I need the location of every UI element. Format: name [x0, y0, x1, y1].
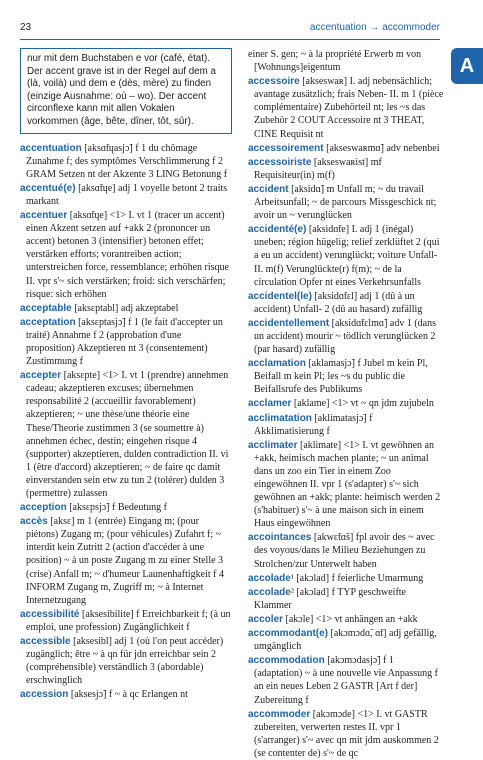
dictionary-entry: [20, 182, 232, 208]
dictionary-entry: [248, 708, 444, 760]
entry-headword: accepter: [20, 370, 62, 382]
entry-definition: [aklimate] <1> I. vt gewöhnen an +akk, heimisch machen plante; ~ un animal dans un zoo ein Tier in einem Zoo eingewöhnen II. vpr 1 (s'adapter) s'~ sich gewöhnen an +akk; plante: heimisch werden 2 (s'habituer) s'~ à une maison sich in einem Haus eingewöhnen: [254, 439, 441, 530]
entry-definition: [akɔmɔdɑ̃, ɑ̃t] adj gefällig, umgänglich: [254, 628, 437, 653]
entry-headword: acclimatation: [248, 412, 312, 424]
entry-definition: [akɔmɔdasjɔ̃] f 1 (adaptation) ~ à une nouvelle vie Anpassung f an ein neues Leben 2 GASTR [Art f der] Zubereitung f: [254, 655, 438, 706]
entry-definition: ² [akɔlad] f TYP geschweifte Klammer: [254, 586, 406, 611]
dictionary-entry: [248, 439, 444, 531]
left-entry-list: [20, 142, 232, 702]
entry-definition: [aksɛpsjɔ̃] f Bedeutung f: [66, 502, 167, 514]
dictionary-entry: [248, 586, 444, 612]
dictionary-entry: [248, 156, 444, 182]
entry-definition: [aksɑ̃tɥe] <1> I. vt 1 (tracer un accent) einen Akzent setzen auf +akk 2 (prononcer un accent) betonen 3 (intensifier) betonen effet; verstärken efforts; vorantreiben action; unterstreichen force, ressemblance; erhöhen risque II. vpr s'~ sich verstärken; froid: sich verschärfen; risque: sich erhöhen: [26, 210, 229, 300]
entry-definition: [akseswaʀist] mf Requisiteur(in) m(f): [254, 156, 382, 181]
dictionary-entry: [20, 302, 232, 315]
dictionary-entry: [248, 397, 444, 410]
entry-headword: acclamer: [248, 398, 292, 410]
dictionary-entry: [20, 635, 232, 687]
page-number: 23: [20, 22, 32, 33]
entry-headword: accident: [248, 183, 289, 195]
dictionary-entry: [248, 412, 444, 438]
entry-headword: accointances: [248, 532, 312, 544]
entry-definition: [akseswaʀ] I. adj nebensächlich; avantage zusätzlich; frais Neben- II. m 1 (pièce complémentaire) Zubehörteil nt; les ~s das Zubehör 2 COUT Accessoire nt 3 THEAT, CINE Requisit nt: [254, 76, 444, 140]
entry-definition: [aklame] <1> vt ~ qn jdm zujubeln: [291, 398, 434, 410]
dictionary-entry: [20, 501, 232, 514]
entry-definition: [aksɛpte] <1> I. vt 1 (prendre) annehmen cadeau; akzeptieren excuses; übernehmen responsabilité 2 (accueillir favorablement) akzeptieren; ~ une thèse/une théorie eine These/Theorie zustimmen 3 (se soumettre à) annehmen échec, destin; eingehen risque 4 (supporter) akzeptieren, dulden contradiction II. vi 1 (être d'accord) akzeptieren; ~ de faire qc damit einverstanden sein etw zu tun 2 (tolérer) dulden 3 (permettre) zulassen: [26, 370, 229, 499]
entry-headword: accidentellement: [248, 317, 330, 329]
dictionary-entry: [248, 613, 444, 626]
dictionary-entry: [248, 75, 444, 140]
entry-headword: acclimater: [248, 439, 298, 451]
dictionary-entry: [20, 209, 232, 301]
entry-definition: [aksɛptasjɔ̃] f 1 (le fait d'accepter un traité) Annahme f 2 (approbation d'une proposition) Akzeptieren nt 3 (consentement) Zustimmung f: [26, 316, 223, 368]
dictionary-entry: [248, 290, 444, 316]
entry-definition: [aklimatasjɔ̃] f Akklimatisierung f: [254, 412, 373, 437]
left-column: [20, 48, 232, 738]
entry-definition: [akwɛ̃tɑ̃s] fpl avoir des ~ avec des voyous/dans le Milieu Beziehungen zu Strolchen/zur Unterwelt haben: [254, 532, 435, 570]
entry-definition: [akseswaʀmɑ̃] adv nebenbei: [323, 142, 440, 154]
note-box: nur mit dem Buchstaben e vor (café, état). Der accent grave ist in der Regel auf dem a (là, voilà) und dem e (dès, mère) zu finden (einzige Ausnahme: où – wo). Der accent circonflexe kann mit allen Vokalen vorkommen (âge, bête, dîner, tôt, sûr).: [20, 48, 232, 134]
entry-definition: [aksidɑ̃tɛl] adj 1 (dû à un accident) Unfall- 2 (dû au hasard) zufällig: [254, 290, 423, 315]
dictionary-entry: [248, 223, 444, 288]
dictionary-entry: [20, 688, 232, 701]
right-column: [248, 48, 444, 759]
entry-headword: accessibilité: [20, 608, 80, 620]
dictionary-entry: [248, 531, 444, 570]
dictionary-entry: [20, 142, 232, 181]
dictionary-entry: [248, 142, 444, 155]
entry-definition: [aksɛptabl] adj akzeptabel: [71, 302, 179, 314]
dictionary-entry: [248, 183, 444, 222]
right-entry-list: [248, 48, 444, 760]
dictionary-entry: [248, 627, 444, 653]
page-range: accentuation → accommoder: [309, 22, 440, 33]
entry-definition: [aksidɑ̃] m Unfall m; ~ du travail Arbeitsunfall; ~ de parcours Missgeschick nt; avoir un ~ verunglücken: [254, 183, 437, 222]
entry-definition: [akɔle] <1> vt anhängen an +akk: [283, 613, 418, 625]
entry-headword: accentuer: [20, 210, 68, 222]
entry-definition: [aksidɑ̃te] I. adj 1 (inégal) uneben; région hügelig; relief zerklüftet 2 (qui a eu un accident) verunglückt; voiture Unfall- II. m(f) Verunglückte(r) f(m); ~ de la circulation Opfer nt eines Verkehrsunfalls: [254, 224, 440, 288]
entry-headword: accommoder: [248, 708, 311, 720]
header-rule: [20, 39, 440, 40]
entry-headword: accessoirement: [248, 142, 324, 154]
entry-headword: accolade: [248, 586, 291, 598]
entry-definition: [aksesjɔ̃] f ~ à qc Erlangen nt: [68, 689, 188, 701]
entry-headword: accentué(e): [20, 182, 76, 194]
entry-definition: [aksidɑ̃tɛlmɑ̃] adv 1 (dans un accident) mourir ~ tödlich verunglücken 2 (par hasard) zufällig: [254, 317, 437, 356]
dictionary-entry: [248, 357, 444, 396]
entry-headword: accession: [20, 689, 69, 701]
entry-definition: [aksɑ̃tɥe] adj 1 voyelle betont 2 traits markant: [26, 182, 228, 207]
entry-definition: [aklamasjɔ̃] f Jubel m kein Pl, Beifall m kein Pl; les ~s du public die Beifallsrufe des Publikums: [254, 358, 428, 396]
entry-headword: acceptable: [20, 302, 72, 314]
entry-definition: [aksɑ̃tɥasjɔ̃] f 1 du chômage Zunahme f; des symptômes Verschlimmerung f 2 GRAM Setzen nt der Akzente 3 LING Betonung f: [26, 142, 228, 180]
entry-headword: accidenté(e): [248, 224, 307, 236]
entry-headword: accidentel(le): [248, 290, 312, 302]
entry-headword: acclamation: [248, 358, 306, 370]
entry-definition: [akɔmɔde] <1> I. vt GASTR zubereiten, verwerten restes II. vpr 1 (s'arranger) s'~ avec qn mit jdm auskommen 2 (se contenter de) s'~ de qc: [254, 708, 439, 759]
letter-tab: A: [451, 48, 483, 84]
entry-definition: ¹ [akɔlad] f feierliche Umarmung: [290, 572, 424, 584]
dictionary-entry: [20, 316, 232, 368]
entry-headword: accès: [20, 516, 48, 528]
dictionary-entry: [248, 317, 444, 356]
dictionary-entry: [20, 515, 232, 607]
entry-definition: [aksesibl] adj 1 (où l'on peut accéder) zugänglich; être ~ à qn für jdn erreichbar sein 2 (compréhensible) verständlich 3 (abordable) erschwinglich: [26, 636, 224, 687]
entry-headword: acceptation: [20, 316, 76, 328]
entry-headword: acception: [20, 502, 67, 514]
dictionary-entry: [248, 654, 444, 706]
entry-definition: einer S. gen; ~ à la propriété Erwerb m von [Wohnungs]eigentum: [248, 49, 422, 74]
dictionary-entry: [248, 48, 444, 74]
entry-headword: accoler: [248, 613, 284, 625]
dictionary-entry: [20, 369, 232, 500]
entry-headword: accolade: [248, 572, 291, 584]
entry-definition: [aksɛ] m 1 (entrée) Eingang m; (pour piétons) Zugang m; (pour véhicules) Zufahrt f; ~ interdit kein Zutritt 2 (action d'accéder à une position) ~ à un poste Zugang m zu einer Stelle 3 (crise) Anfall m; ~ d'humeur Launenhaftigkeit f 4 INFORM Zugang m, Zugriff m; ~ à Internet Internetzugang: [26, 516, 224, 606]
entry-headword: accommodation: [248, 655, 325, 667]
dictionary-entry: [248, 572, 444, 585]
entry-headword: accentuation: [20, 142, 82, 154]
entry-headword: accessoire: [248, 76, 300, 88]
entry-definition: [aksesibilite] f Erreichbarkeit f; (à un emploi, une profession) Zugänglichkeit f: [26, 608, 231, 633]
entry-headword: accessible: [20, 636, 71, 648]
entry-headword: accommodant(e): [248, 628, 329, 640]
dictionary-entry: [20, 608, 232, 634]
entry-headword: accessoiriste: [248, 156, 312, 168]
page-header: [20, 20, 440, 38]
